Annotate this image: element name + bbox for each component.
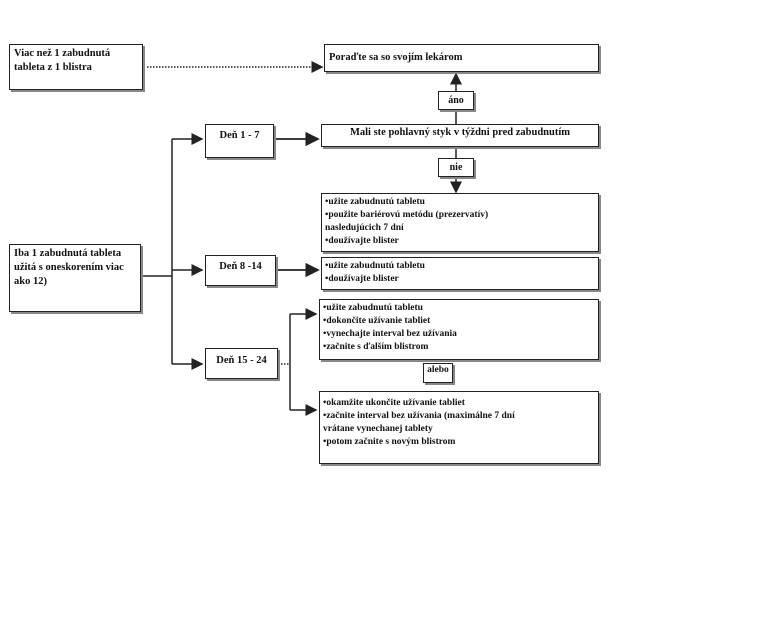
box-day-15-24 [205, 348, 278, 379]
box-more-than-one [9, 44, 143, 90]
box-day-8-14-text: Deň 8 -14 [219, 261, 262, 272]
advice-15-24-b-line: •začnite interval bez užívania (maximálne 7 dní [323, 411, 515, 421]
box-question-text: Mali ste pohlavný styk v týždni pred zabudnutím [349, 127, 571, 138]
advice-1-7-line: •užite zabudnutú tabletu [325, 197, 425, 207]
advice-15-24-a-line: •vynechajte interval bez užívania [323, 329, 457, 339]
box-question [321, 124, 599, 147]
advice-15-24-a-line: •začnite s ďalším blistrom [323, 342, 429, 352]
advice-15-24-b-line: vrátane vynechanej tablety [323, 424, 433, 434]
box-yes-text: áno [448, 95, 464, 106]
box-day-1-7-text: Deň 1 - 7 [219, 130, 260, 141]
box-only-one-tablet [9, 244, 141, 312]
box-or-text: alebo [427, 365, 449, 375]
box-day-8-14 [205, 255, 276, 286]
advice-1-7-line: •použite bariérovú metódu (prezervatív) [325, 210, 489, 220]
box-advice-day-8-14 [321, 257, 599, 290]
box-advice-day-15-24-b [319, 391, 599, 464]
advice-15-24-a-line: •dokončite užívanie tabliet [323, 316, 431, 326]
box-advice-day-1-7 [321, 193, 599, 252]
advice-15-24-a-line: •užite zabudnutú tabletu [323, 303, 423, 313]
box-consult-doctor-text: Poraďte sa so svojím lekárom [329, 52, 463, 63]
box-or [423, 363, 453, 383]
box-no [438, 158, 474, 177]
advice-15-24-b-line: •okamžite ukončite užívanie tabliet [323, 398, 465, 408]
box-day-1-7 [205, 124, 274, 158]
box-only-one-text: Iba 1 zabudnutá tableta užitá s oneskorením viac ako 12) [14, 248, 124, 287]
advice-15-24-b-line: •potom začnite s novým blistrom [323, 437, 456, 447]
box-no-text: nie [449, 162, 463, 173]
box-advice-day-15-24-a [319, 299, 599, 360]
box-consult-doctor [324, 44, 599, 72]
box-more-than-one-text: Viac než 1 zabudnutá tableta z 1 blistra [14, 48, 111, 73]
advice-1-7-line: nasledujúcich 7 dní [325, 223, 404, 233]
advice-8-14-line: •doužívajte blister [325, 274, 399, 284]
advice-1-7-line: •doužívajte blister [325, 236, 399, 246]
box-yes [438, 91, 474, 110]
box-day-15-24-text: Deň 15 - 24 [216, 355, 267, 366]
advice-8-14-line: •užite zabudnutú tabletu [325, 261, 425, 271]
